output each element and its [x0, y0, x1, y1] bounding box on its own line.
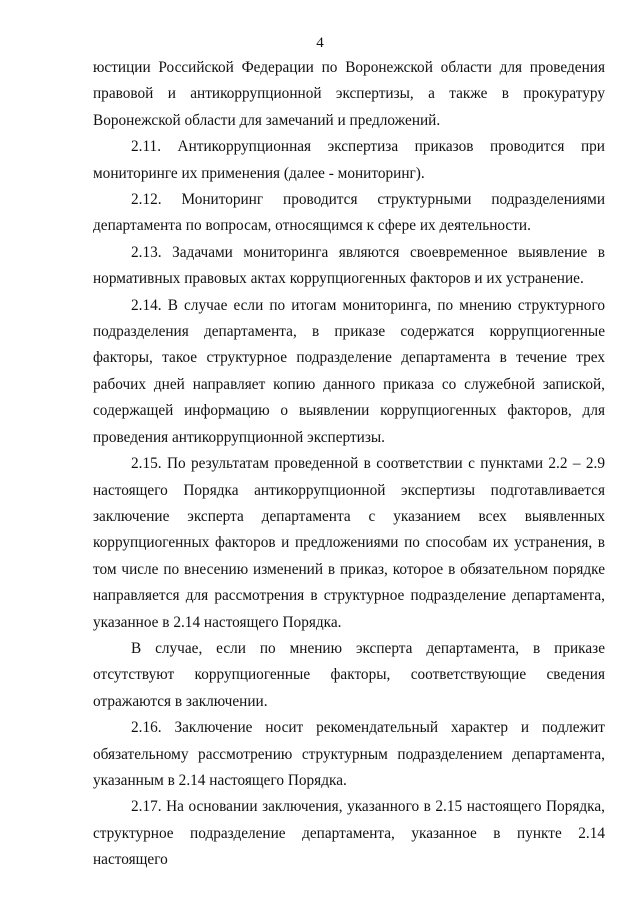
paragraph-2-11: 2.11. Антикоррупционная экспертиза приказов проводится при мониторинге их применения (далее - мониторинг).: [93, 138, 605, 182]
paragraph-2-15-note: В случае, если по мнению эксперта департамента, в приказе отсутствуют коррупциогенные факторы, соответствующие сведения отражаются в заключении.: [93, 639, 605, 710]
document-body: [93, 55, 605, 874]
page-number: 4: [316, 35, 324, 51]
paragraph-2-14: 2.14. В случае если по итогам мониторинга, по мнению структурного подразделения департамента, в приказе содержатся коррупциогенные факторы, такое структурное подразделение департамента в течение трех рабочих дней направляет копию данного приказа со служебной запиской, содержащей информацию о выявлении коррупциогенных факторов, для проведения антикоррупционной экспертизы.: [93, 296, 605, 446]
paragraph-continuation: юстиции Российской Федерации по Воронежской области для проведения правовой и антикоррупционной экспертизы, а также в прокуратуру Воронежской области для замечаний и предложений.: [93, 59, 605, 129]
paragraph-2-17: 2.17. На основании заключения, указанного в 2.15 настоящего Порядка, структурное подразделение департамента, указанное в пункте 2.14 настоящего: [93, 798, 605, 869]
paragraph-2-12: 2.12. Мониторинг проводится структурными подразделениями департамента по вопросам, относящимся к сфере их деятельности.: [93, 191, 605, 235]
paragraph-2-16: 2.16. Заключение носит рекомендательный характер и подлежит обязательному рассмотрению структурным подразделением департамента, указанным в 2.14 настоящего Порядка.: [93, 719, 605, 789]
paragraph-2-15: 2.15. По результатам проведенной в соответствии с пунктами 2.2 – 2.9 настоящего Порядка антикоррупционной экспертизы подготавливается заключение эксперта департамента с указанием всех выявленных коррупциогенных факторов и предложениями по способам их устранения, в том числе по внесению изменений в приказ, которое в обязательном порядке направляется для рассмотрения в структурное подразделение департамента, указанное в 2.14 настоящего Порядка.: [93, 455, 605, 631]
paragraph-2-13: 2.13. Задачами мониторинга являются своевременное выявление в нормативных правовых актах коррупциогенных факторов и их устранение.: [93, 243, 605, 288]
